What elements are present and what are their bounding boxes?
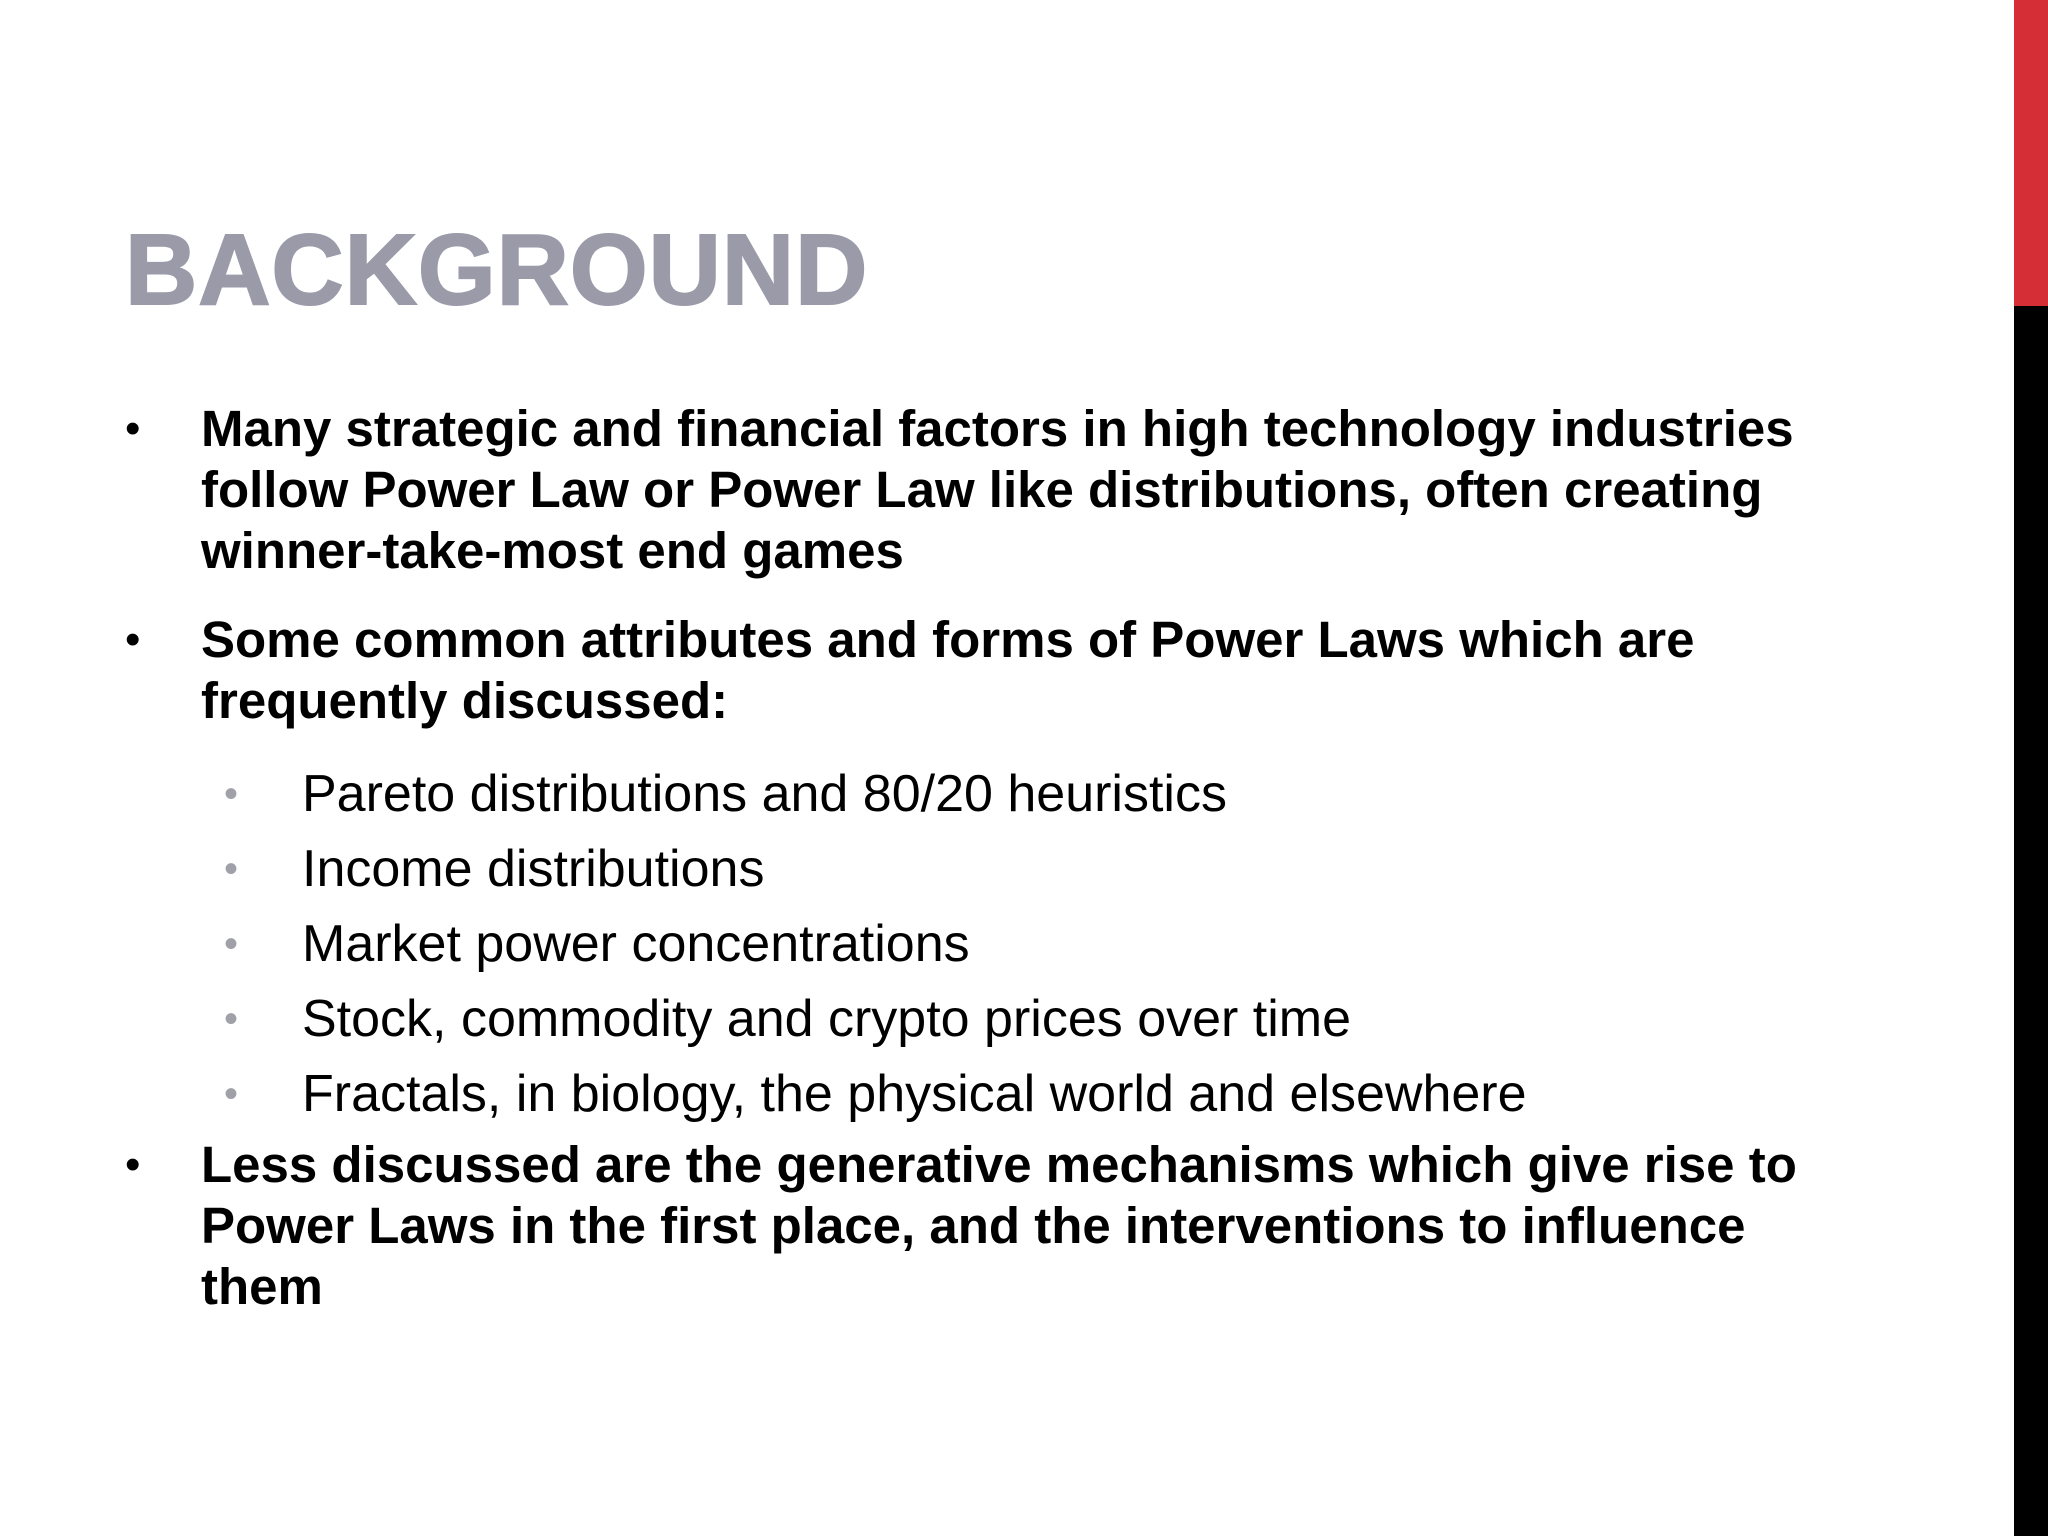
sub-bullet-dot-icon: •: [224, 922, 239, 966]
sub-bullet-item: [120, 982, 1820, 1057]
sub-bullet-text: Income distributions: [302, 840, 765, 898]
bullet-item: [120, 398, 1820, 581]
bullet-text: Some common attributes and forms of Power Laws which are frequently discussed:: [201, 611, 1695, 729]
bullet-item: [120, 609, 1820, 731]
bullet-text: Many strategic and financial factors in high technology industries follow Power Law or Power Law like distributions, often creating winner-take-most end games: [201, 400, 1794, 579]
sub-bullet-text: Market power concentrations: [302, 915, 970, 973]
sub-bullet-list: [120, 757, 1820, 1132]
sub-bullet-item: [120, 1057, 1820, 1132]
bullet-dot-icon: •: [125, 404, 141, 453]
sub-bullet-text: Fractals, in biology, the physical world and elsewhere: [302, 1065, 1527, 1123]
accent-bar-red: [2014, 0, 2048, 306]
bullet-dot-icon: •: [125, 615, 141, 664]
sub-bullet-dot-icon: •: [224, 997, 239, 1041]
sub-bullet-item: [120, 832, 1820, 907]
accent-bar-black: [2014, 306, 2048, 1536]
sub-bullet-dot-icon: •: [224, 772, 239, 816]
sub-bullet-dot-icon: •: [224, 1072, 239, 1116]
sub-bullet-text: Pareto distributions and 80/20 heuristics: [302, 765, 1227, 823]
bullet-item: [120, 1134, 1820, 1317]
slide-title: BACKGROUND: [125, 214, 869, 326]
accent-bar: [2014, 0, 2048, 1536]
sub-bullet-dot-icon: •: [224, 847, 239, 891]
sub-bullet-text: Stock, commodity and crypto prices over time: [302, 990, 1352, 1048]
slide-content: [120, 398, 1820, 1317]
sub-bullet-item: [120, 907, 1820, 982]
bullet-dot-icon: •: [125, 1140, 141, 1189]
bullet-text: Less discussed are the generative mechanisms which give rise to Power Laws in the first place, and the interventions to influence them: [201, 1136, 1797, 1315]
sub-bullet-item: [120, 757, 1820, 832]
